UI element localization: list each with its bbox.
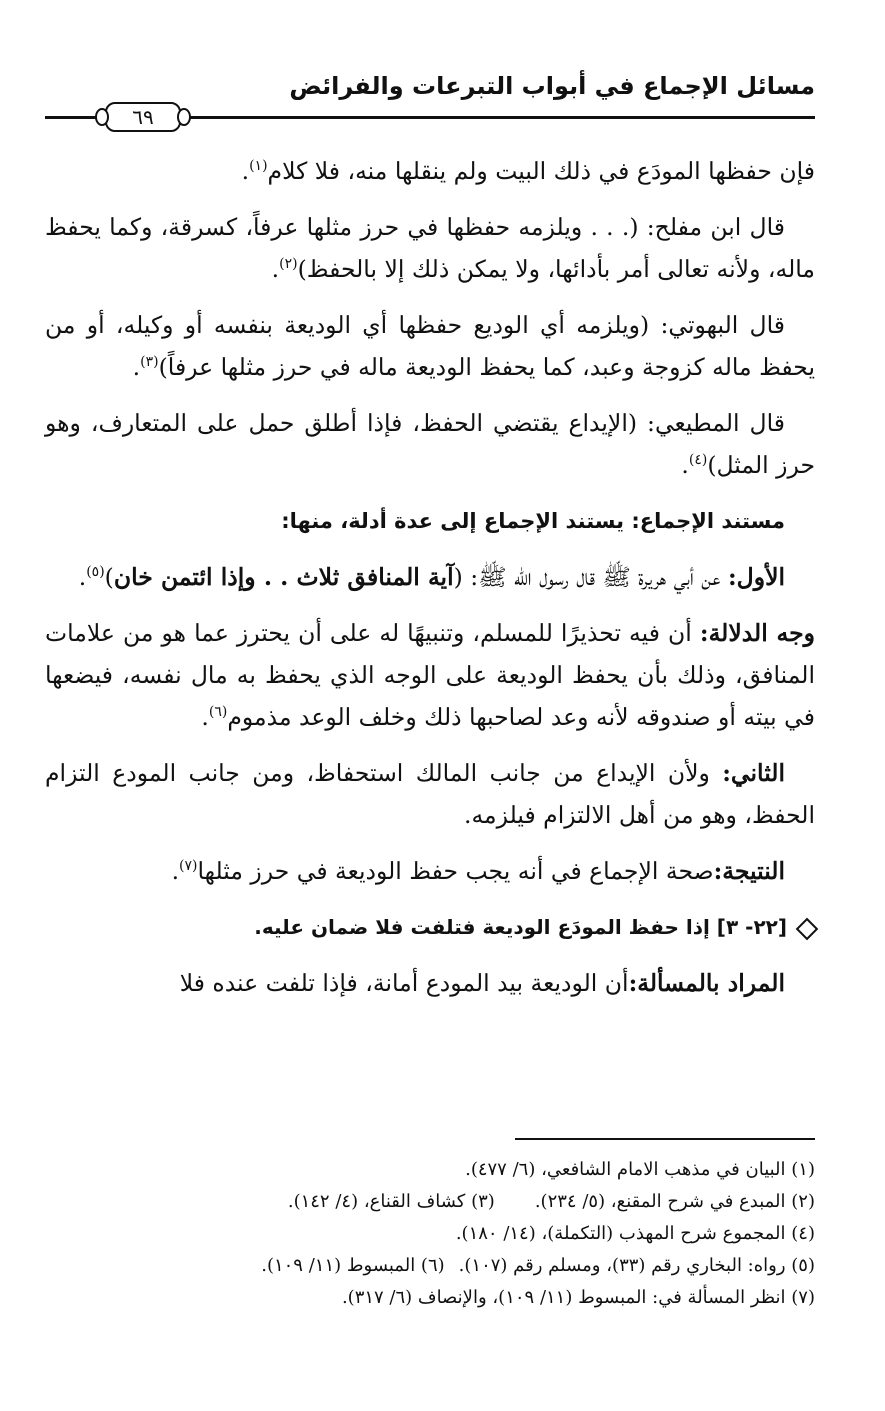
footnote-2-3	[45, 1186, 815, 1218]
footnote-ref-1: (١)	[249, 158, 268, 175]
paragraph-3-text: قال البهوتي: (ويلزمه أي الوديع حفظها أي الوديعة بنفسه أو وكيله، أو من يحفظ ماله كزوجة وعبد، كما يحفظ الوديعة ماله في حرز مثلها عرفاً)	[45, 311, 815, 381]
footnote-rule	[515, 1138, 815, 1140]
footnote-ref-4: (٤)	[688, 452, 708, 469]
page-number: ٦٩	[132, 105, 154, 129]
ornament-left-icon	[95, 108, 109, 126]
footnote-6: (٦) المبسوط (١١/ ١٠٩).	[261, 1255, 445, 1276]
diamond-bullet-icon	[796, 917, 819, 940]
ornament-right-icon	[177, 108, 191, 126]
footnote-2: (٢) المبدع في شرح المقنع، (٥/ ٢٣٤).	[534, 1191, 815, 1212]
footnote-ref-6: (٦)	[208, 704, 228, 721]
paragraph-2: قال ابن مفلح: (. . . ويلزمه حفظها في حرز مثلها عرفاً، كسرقة، وكما يحفظ ماله، ولأنه تعالى أمر بأدائها، ولا يمكن ذلك إلا بالحفظ)$^{(٢)}$.	[45, 213, 815, 283]
footnotes	[45, 1154, 815, 1314]
paragraph-7-label: الثاني:	[722, 759, 785, 787]
page-number-box	[105, 102, 181, 132]
paragraph-2-text: قال ابن مفلح: (. . . ويلزمه حفظها في حرز مثلها عرفاً، كسرقة، وكما يحفظ ماله، ولأنه تعالى أمر بأدائها، ولا يمكن ذلك إلا بالحفظ)	[45, 213, 815, 283]
footnote-3: (٣) كشاف القناع، (٤/ ١٤٢).	[287, 1191, 495, 1212]
paragraph-7	[45, 752, 815, 836]
paragraph-6: وجه الدلالة: أن فيه تحذيرًا للمسلم، وتنبيهًا له على أن يحترز عما هو من علامات المنافق، وذلك بأن يحفظ الوديعة على الوجه الذي يحفظ به مال نفسه، فيضعها في بيته أو صندوقه لأنه وعد لصاحبها ذلك وخلف الوعد مذموم$^{(٦)}$.	[45, 619, 815, 731]
footnote-7: (٧) انظر المسألة في: المبسوط (١١/ ١٠٩)، والإنصاف (٦/ ٣١٧).	[341, 1287, 815, 1308]
paragraph-1: فإن حفظها المودَع في ذلك البيت ولم ينقلها منه، فلا كلام$^{(١)}$.	[241, 157, 815, 185]
paragraph-5-label: الأول:	[727, 563, 785, 591]
question-heading	[45, 906, 815, 948]
running-header	[45, 70, 815, 130]
paragraph-9-label: المراد بالمسألة:	[628, 969, 785, 997]
section-heading: مستند الإجماع: يستند الإجماع إلى عدة أدلة، منها:	[281, 509, 785, 533]
footnote-ref-3: (٣)	[140, 354, 159, 371]
header-title: مسائل الإجماع في أبواب التبرعات والفرائض	[289, 72, 815, 100]
paragraph-4-text: قال المطيعي: (الإيداع يقتضي الحفظ، فإذا أطلق حمل على المتعارف، وهو حرز المثل)	[45, 409, 815, 479]
footnote-ref-5: (٥)	[86, 564, 105, 581]
paragraph-3: قال البهوتي: (ويلزمه أي الوديع حفظها أي الوديعة بنفسه أو وكيله، أو من يحفظ ماله كزوجة وعبد، كما يحفظ الوديعة ماله في حرز مثلها عرفاً)$^{(٣)}$.	[45, 311, 815, 381]
footnote-ref-7: (٧)	[179, 858, 198, 875]
footnote-5: (٥) رواه: البخاري رقم (٣٣)، ومسلم رقم (١٠٧).	[458, 1255, 815, 1276]
paragraph-7-text: ولأن الإيداع من جانب المالك استحفاظ، ومن جانب المودع التزام الحفظ، وهو من أهل الالتزام فيلزمه.	[45, 759, 815, 829]
footnote-ref-2: (٢)	[279, 256, 298, 273]
paragraph-6-text: أن فيه تحذيرًا للمسلم، وتنبيهًا له على أن يحترز عما هو من علامات المنافق، وذلك بأن يحفظ الوديعة على الوجه الذي يحفظ به مال نفسه، فيضعها في بيته أو صندوقه لأنه وعد لصاحبها ذلك وخلف الوعد مذموم	[45, 619, 815, 731]
paragraph-5: الأول: عن أبي هريرة ﷺ قال رسول الله ﷺ: (آية المنافق ثلاث . . وإذا ائتمن خان)$^{(٥)}$.	[78, 563, 785, 591]
footnote-4: (٤) المجموع شرح المهذب (التكملة)، (١٤/ ١٨٠).	[455, 1223, 815, 1244]
question-text: [٢٢- ٣] إذا حفظ المودَع الوديعة فتلفت فلا ضمان عليه.	[254, 915, 787, 939]
footnote-1: (١) البيان في مذهب الامام الشافعي، (٦/ ٤٧٧).	[465, 1159, 815, 1180]
paragraph-1-text: فإن حفظها المودَع في ذلك البيت ولم ينقلها منه، فلا كلام	[267, 157, 815, 185]
paragraph-8-label: النتيجة:	[713, 857, 785, 885]
paragraph-9-text: أن الوديعة بيد المودع أمانة، فإذا تلفت عنده فلا	[179, 969, 629, 997]
paragraph-8-text: صحة الإجماع في أنه يجب حفظ الوديعة في حرز مثلها	[197, 857, 714, 885]
main-text	[45, 150, 815, 1018]
footnote-5-6	[45, 1250, 815, 1282]
paragraph-8: النتيجة:صحة الإجماع في أنه يجب حفظ الوديعة في حرز مثلها$^{(٧)}$.	[171, 857, 785, 885]
paragraph-6-label: وجه الدلالة:	[699, 619, 815, 647]
paragraph-5-text: عن أبي هريرة ﷺ قال رسول الله ﷺ: (	[453, 563, 721, 591]
paragraph-4: قال المطيعي: (الإيداع يقتضي الحفظ، فإذا أطلق حمل على المتعارف، وهو حرز المثل)$^{(٤)}$.	[45, 409, 815, 479]
paragraph-9	[45, 962, 815, 1004]
paragraph-5-close: )	[104, 563, 114, 591]
hadith-quote: آية المنافق ثلاث . . وإذا ائتمن خان	[113, 563, 454, 591]
